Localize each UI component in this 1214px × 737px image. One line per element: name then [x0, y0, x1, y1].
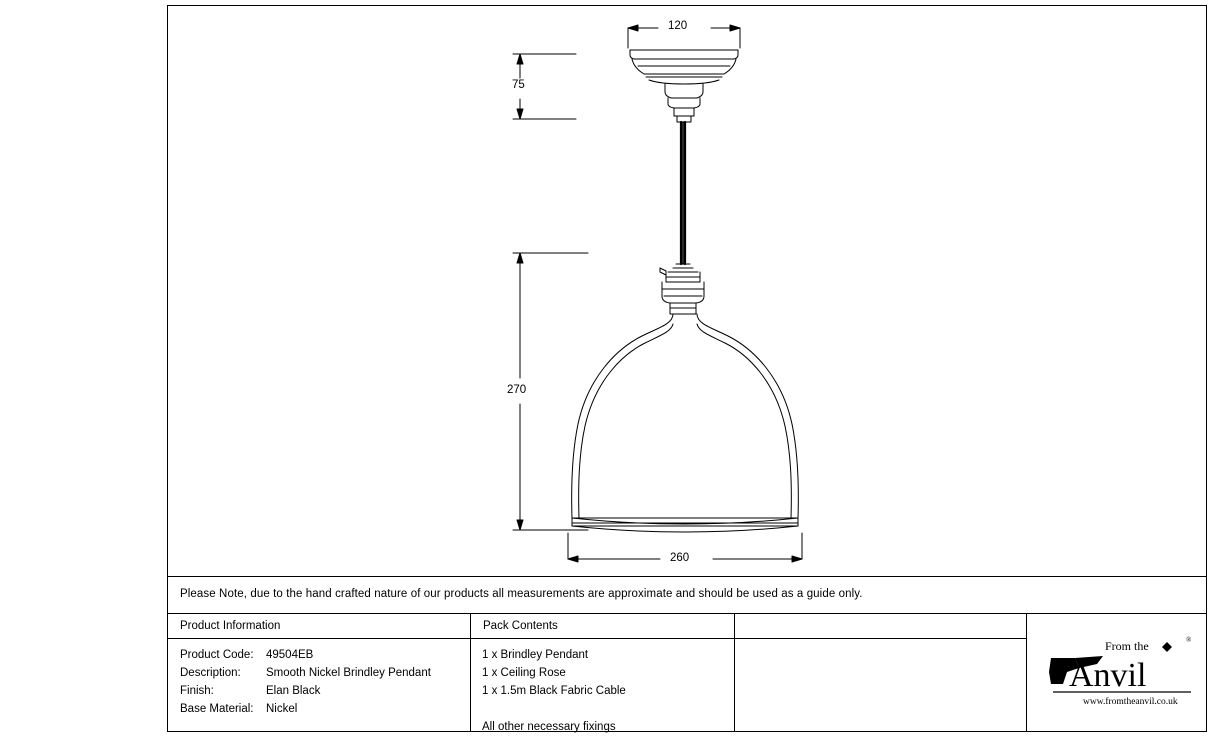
pack-contents-list [482, 646, 626, 736]
pack-contents-column [471, 614, 735, 732]
spec-label: Finish: [180, 685, 214, 697]
diamond-icon [1162, 642, 1172, 652]
spec-row [180, 664, 431, 682]
spec-value: Nickel [266, 703, 298, 715]
technical-drawing [168, 6, 1206, 576]
dimension-label-rose-height: 75 [509, 79, 528, 91]
anvil-logo-svg [1045, 628, 1195, 714]
pendant-shade [572, 314, 799, 532]
logo-top-text: From the [1105, 639, 1149, 653]
logo-main-text: Anvil [1069, 657, 1147, 694]
blank-column [735, 614, 1027, 732]
logo-superscript: ® [1186, 636, 1192, 644]
dimension-label-shade-height: 270 [504, 384, 529, 396]
dimension-label-top-width: 120 [665, 20, 690, 32]
spec-value: Smooth Nickel Brindley Pendant [266, 667, 431, 679]
column-divider [471, 638, 734, 639]
pack-item: 1 x Brindley Pendant [482, 649, 589, 661]
spec-label: Base Material: [180, 703, 254, 715]
logo-url: www.fromtheanvil.co.uk [1083, 697, 1178, 707]
spec-label: Description: [180, 667, 241, 679]
pack-item: 1 x Ceiling Rose [482, 667, 566, 679]
product-information-list [180, 646, 431, 718]
dimension-label-shade-width: 260 [667, 552, 692, 564]
note-text: Please Note, due to the hand crafted nature of our products all measurements are approximate and should be used as a guide only. [180, 588, 863, 600]
pack-contents-header: Pack Contents [483, 620, 558, 632]
product-information-header: Product Information [180, 620, 281, 632]
product-information-column [168, 614, 471, 732]
logo-column [1027, 614, 1206, 732]
info-row [168, 614, 1206, 732]
drawing-sheet [167, 5, 1207, 732]
from-the-anvil-logo [1045, 628, 1195, 714]
spec-row [180, 646, 431, 664]
column-divider [168, 638, 470, 639]
spec-label: Product Code: [180, 649, 254, 661]
pendant-drawing-svg [168, 6, 1206, 576]
spec-value: Elan Black [266, 685, 321, 697]
cable [681, 122, 685, 264]
column-divider [735, 638, 1026, 639]
pack-contents-footer: All other necessary fixings [482, 721, 616, 733]
note-row [168, 576, 1206, 614]
pack-item: 1 x 1.5m Black Fabric Cable [482, 685, 626, 697]
lamp-holder [660, 264, 704, 314]
spec-row [180, 682, 431, 700]
spec-row [180, 700, 431, 718]
ceiling-rose [630, 50, 738, 122]
spec-value: 49504EB [266, 649, 314, 661]
